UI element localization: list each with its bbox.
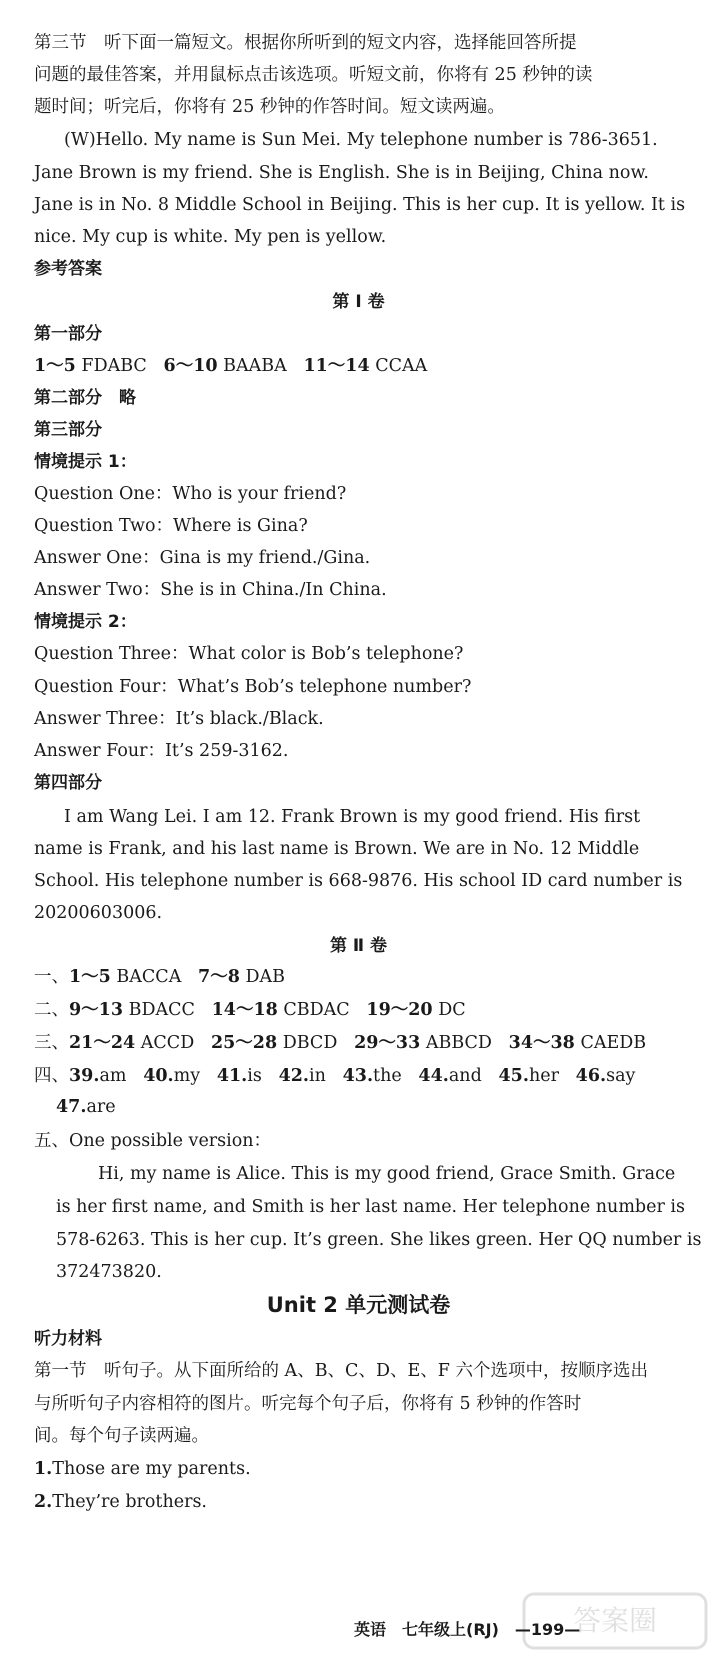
answer-letters: ABBCD [420,1033,492,1053]
section-prefix: 二、 [34,1000,69,1020]
answer-number: 46. [575,1066,607,1086]
answer-range: 21～24 [69,1033,136,1053]
section1-answers [34,966,697,988]
answer-number: 47. [56,1097,87,1117]
scene2-heading: 情境提示 2： [34,612,137,632]
section3-answers [34,1032,697,1054]
passage-line: (W)Hello. My name is Sun Mei. My telephone number is 786-3651. [64,130,658,150]
part4-heading: 第四部分 [34,773,102,793]
section4-answers [34,1065,697,1087]
answer-letters: DC [432,1000,466,1020]
part4-line: I am Wang Lei. I am 12. Frank Brown is my good friend. His first [64,807,641,827]
essay-line: 578-6263. This is her cup. It’s green. She likes green. Her QQ number is [56,1230,702,1250]
section3-intro-line: 第三节 听下面一篇短文。根据你所听到的短文内容，选择能回答所提 [34,33,577,53]
section1-intro-line: 第一节 听句子。从下面所给的 A、B、C、D、E、F 六个选项中，按顺序选出 [34,1361,648,1381]
sentence-item [34,1458,697,1480]
part1-answers [34,355,697,377]
answer-number: 44. [418,1066,449,1086]
section-prefix: 四、 [34,1066,69,1086]
answer-word: is [247,1066,262,1086]
volume2-title: 第 Ⅱ 卷 [329,936,388,956]
answer-letters: BACCA [110,967,182,987]
svg-text:答案圈: 答案圈 [572,1604,658,1637]
section-prefix: 一、 [34,967,69,987]
part4-line: 20200603006. [34,903,163,923]
answer-range: 29～33 [354,1033,421,1053]
sentence-number: 1. [34,1459,53,1479]
answer-word: in [309,1066,326,1086]
part4-line: name is Frank, and his last name is Brown. We are in No. 12 Middle [34,839,640,859]
page-footer: 英语 七年级上(RJ) —199— [354,1620,581,1639]
answer-word: am [99,1066,127,1086]
section1-intro-line: 与所听句子内容相符的图片。听完每个句子后，你将有 5 秒钟的作答时 [34,1394,582,1414]
answer-range: 6～10 [163,356,218,376]
part4-line: School. His telephone number is 668-9876. His school ID card number is [34,871,683,891]
answer-range: 19～20 [366,1000,433,1020]
section-prefix: 三、 [34,1033,69,1053]
answer-number: 42. [278,1066,310,1086]
listening-heading: 听力材料 [34,1329,102,1349]
answer-range: 7～8 [198,967,240,987]
section1-intro-line: 间。每个句子读两遍。 [34,1426,209,1446]
answer-word: her [528,1066,559,1086]
answer-range: 9～13 [69,1000,124,1020]
sentence-item [34,1491,697,1513]
essay-line: Hi, my name is Alice. This is my good friend, Grace Smith. Grace [98,1164,676,1184]
answer-word: my [173,1066,201,1086]
answer-letters: DAB [239,967,285,987]
qa-line: Answer Two：She is in China./In China. [34,580,387,600]
answer-word: are [86,1097,116,1117]
answer-range: 34～38 [508,1033,575,1053]
answer-number: 45. [498,1066,529,1086]
answer-letters: BAABA [217,356,287,376]
qa-line: Question One：Who is your friend? [34,484,347,504]
essay-line: 372473820. [56,1262,162,1282]
answer-number: 40. [143,1066,174,1086]
answer-letters: CCAA [369,356,428,376]
answer-range: 11～14 [303,356,370,376]
section4-answers-cont [56,1096,697,1118]
answer-number: 39. [69,1066,100,1086]
passage-line: Jane Brown is my friend. She is English. She is in Beijing, China now. [34,163,649,183]
section5-heading: 五、One possible version： [34,1131,272,1151]
answer-word: say [606,1066,636,1086]
answer-range: 14～18 [211,1000,278,1020]
qa-line: Question Four：What’s Bob’s telephone number? [34,677,472,697]
passage-line: nice. My cup is white. My pen is yellow. [34,227,387,247]
answer-word: and [448,1066,482,1086]
section3-intro-line: 题时间；听完后，你将有 25 秒钟的作答时间。短文读两遍。 [34,97,505,117]
answer-letters: CBDAC [277,1000,350,1020]
qa-line: Answer Three：It’s black./Black. [34,709,324,729]
answer-letters: CAEDB [574,1033,647,1053]
part3-heading: 第三部分 [34,420,102,440]
part2-heading: 第二部分 略 [34,388,136,408]
qa-line: Answer Four：It’s 259-3162. [34,741,289,761]
answer-word: the [373,1066,402,1086]
part1-heading: 第一部分 [34,324,102,344]
section3-intro-line: 问题的最佳答案，并用鼠标点击该选项。听短文前，你将有 25 秒钟的读 [34,65,593,85]
answer-letters: ACCD [135,1033,195,1053]
section2-answers [34,999,697,1021]
answer-number: 43. [342,1066,374,1086]
answer-letters: BDACC [123,1000,195,1020]
qa-line: Answer One：Gina is my friend./Gina. [34,548,371,568]
answer-number: 41. [216,1066,248,1086]
answer-range: 1～5 [34,356,76,376]
answer-range: 25～28 [210,1033,278,1053]
sentence-text: They’re brothers. [52,1492,207,1512]
answer-range: 1～5 [69,967,111,987]
essay-line: is her first name, and Smith is her last name. Her telephone number is [56,1197,685,1217]
passage-line: Jane is in No. 8 Middle School in Beijing. This is her cup. It is yellow. It is [34,195,686,215]
answer-letters: DBCD [277,1033,338,1053]
reference-answer-heading: 参考答案 [34,259,102,279]
volume1-title: 第 I 卷 [332,292,385,312]
scene1-heading: 情境提示 1： [34,452,137,472]
sentence-text: Those are my parents. [52,1459,251,1479]
qa-line: Question Three：What color is Bob’s telephone? [34,644,464,664]
qa-line: Question Two：Where is Gina? [34,516,308,536]
unit2-title: Unit 2 单元测试卷 [266,1293,451,1317]
answer-letters: FDABC [75,356,147,376]
sentence-number: 2. [34,1492,53,1512]
